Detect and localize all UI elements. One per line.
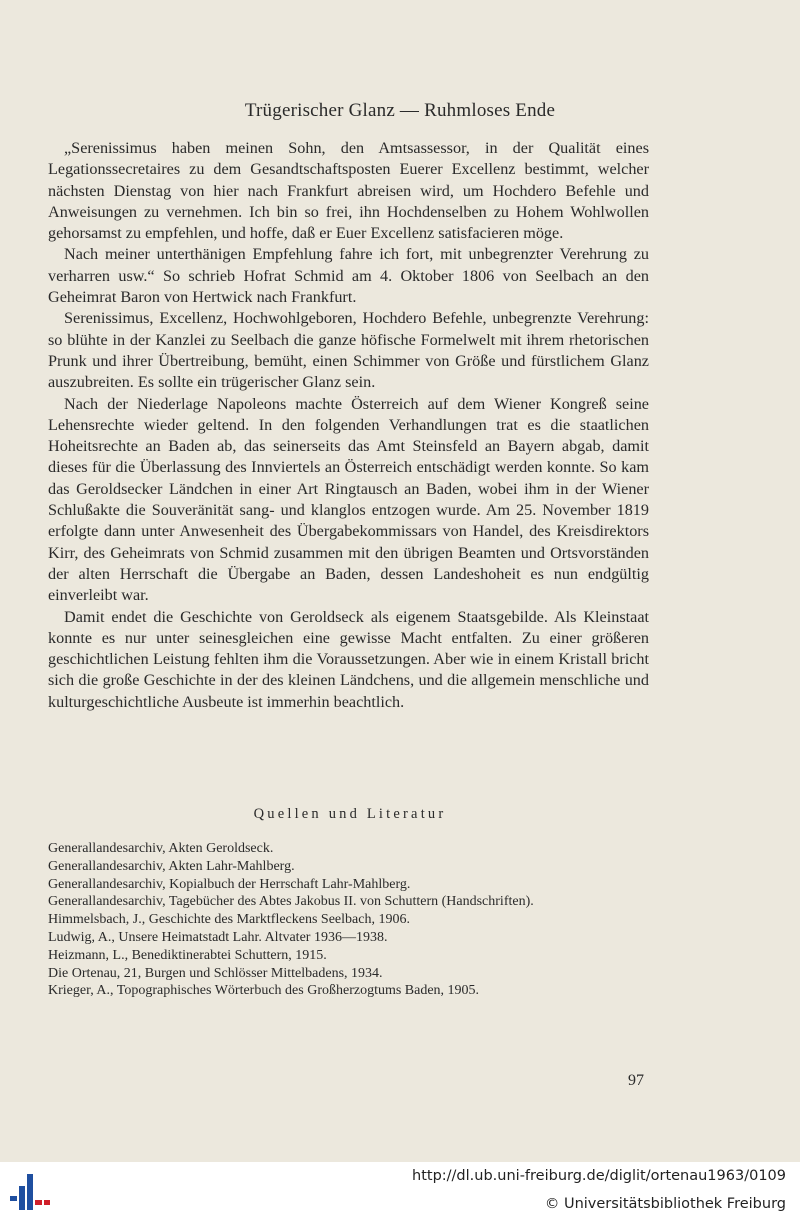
reference-item: Krieger, A., Topographisches Wörterbuch des Großherzogtums Baden, 1905. [48, 983, 480, 999]
ub-freiburg-logo-icon [8, 1170, 52, 1212]
reference-item: Die Ortenau, 21, Burgen und Schlösser Mittelbadens, 1934. [48, 965, 383, 981]
paragraph: „Serenissimus haben meinen Sohn, den Amtsassessor, in der Qualität eines Legationssecretaires zu dem Gesandtschaftsposten Euerer Excellenz bestimmt, welcher nächsten Dienstag von hier nach Frankfurt abreisen wird, um Hochdero Befehle und Anweisungen zu vernehmen. Ich bin so frei, ihn Hochdenselben zu Hohem Wohlwollen gehorsamst zu empfehlen, und hoffe, daß er Euer Excellenz satisfacieren möge. [48, 139, 649, 243]
reference-item: Himmelsbach, J., Geschichte des Marktfleckens Seelbach, 1906. [48, 912, 410, 928]
reference-item: Heizmann, L., Benediktinerabtei Schuttern, 1915. [48, 947, 327, 963]
footer-url-link[interactable]: http://dl.ub.uni-freiburg.de/diglit/ortenau1963/0109 [412, 1168, 786, 1184]
body-text [48, 138, 649, 713]
copyright-text: © Universitätsbibliothek Freiburg [544, 1196, 786, 1212]
section-heading: Quellen und Literatur [253, 806, 447, 822]
paragraph: Nach der Niederlage Napoleons machte Österreich auf dem Wiener Kongreß seine Lehensrechte wieder geltend. In den folgenden Verhandlungen trat es die staatlichen Hoheitsrechte an Baden ab, das seinerseits das Amt Steinsfeld an Bayern abgab, damit dieses für die Überlassung des Innviertels an Österreich entschädigt werden konnte. So kam das Geroldsecker Ländchen in einer Art Ringtausch an Baden, wobei ihm in der Wiener Schlußakte die Souveränität sang- und klanglos entzogen wurde. Am 25. November 1819 erfolgte dann unter Anwesenheit des Übergabekommissars von Handel, des Kreisdirektors Kirr, des Geheimrats von Schmid zusammen mit den übrigen Beamten und Ortsvorständen der alten Herrschaft die Übergabe an Baden, dessen Landeshoheit es nun endgültig einverleibt war. [48, 394, 649, 605]
reference-list [48, 840, 668, 1000]
running-header: Trügerischer Glanz — Ruhmloses Ende [244, 100, 556, 121]
paragraph: Nach meiner unterthänigen Empfehlung fahre ich fort, mit unbegrenzter Verehrung zu verharren usw.“ So schrieb Hofrat Schmid am 4. Oktober 1806 von Seelbach an den Geheimrat Baron von Hertwick nach Frankfurt. [48, 245, 649, 307]
page-number: 97 [628, 1072, 644, 1089]
reference-item: Generallandesarchiv, Akten Lahr-Mahlberg. [48, 858, 295, 874]
paragraph: Damit endet die Geschichte von Geroldseck als eigenem Staatsgebilde. Als Kleinstaat konnte es nur unter seinesgleichen eine gewisse Macht entfalten. Zu einer größeren geschichtlichen Leistung fehlten ihm die Voraussetzungen. Aber wie in einem Kristall bricht sich die große Geschichte in der des kleinen Ländchens, und die allgemein menschliche und kulturgeschichtliche Ausbeute ist immerhin beachtlich. [48, 607, 649, 711]
footer [0, 1162, 800, 1220]
reference-item: Ludwig, A., Unsere Heimatstadt Lahr. Altvater 1936—1938. [48, 929, 388, 945]
reference-item: Generallandesarchiv, Kopialbuch der Herrschaft Lahr-Mahlberg. [48, 876, 411, 892]
reference-item: Generallandesarchiv, Akten Geroldseck. [48, 841, 274, 856]
paragraph: Serenissimus, Excellenz, Hochwohlgeboren, Hochdero Befehle, unbegrenzte Verehrung: so blühte in der Kanzlei zu Seelbach die ganze höfische Formelwelt mit ihrem rhetorischen Prunk und ihrer Übertreibung, bemüht, einen Schimmer von Größe und fürstlichem Glanz auszubreiten. Es sollte ein trügerischer Glanz sein. [48, 309, 649, 392]
reference-item: Generallandesarchiv, Tagebücher des Abtes Jakobus II. von Schuttern (Handschriften). [48, 894, 534, 910]
